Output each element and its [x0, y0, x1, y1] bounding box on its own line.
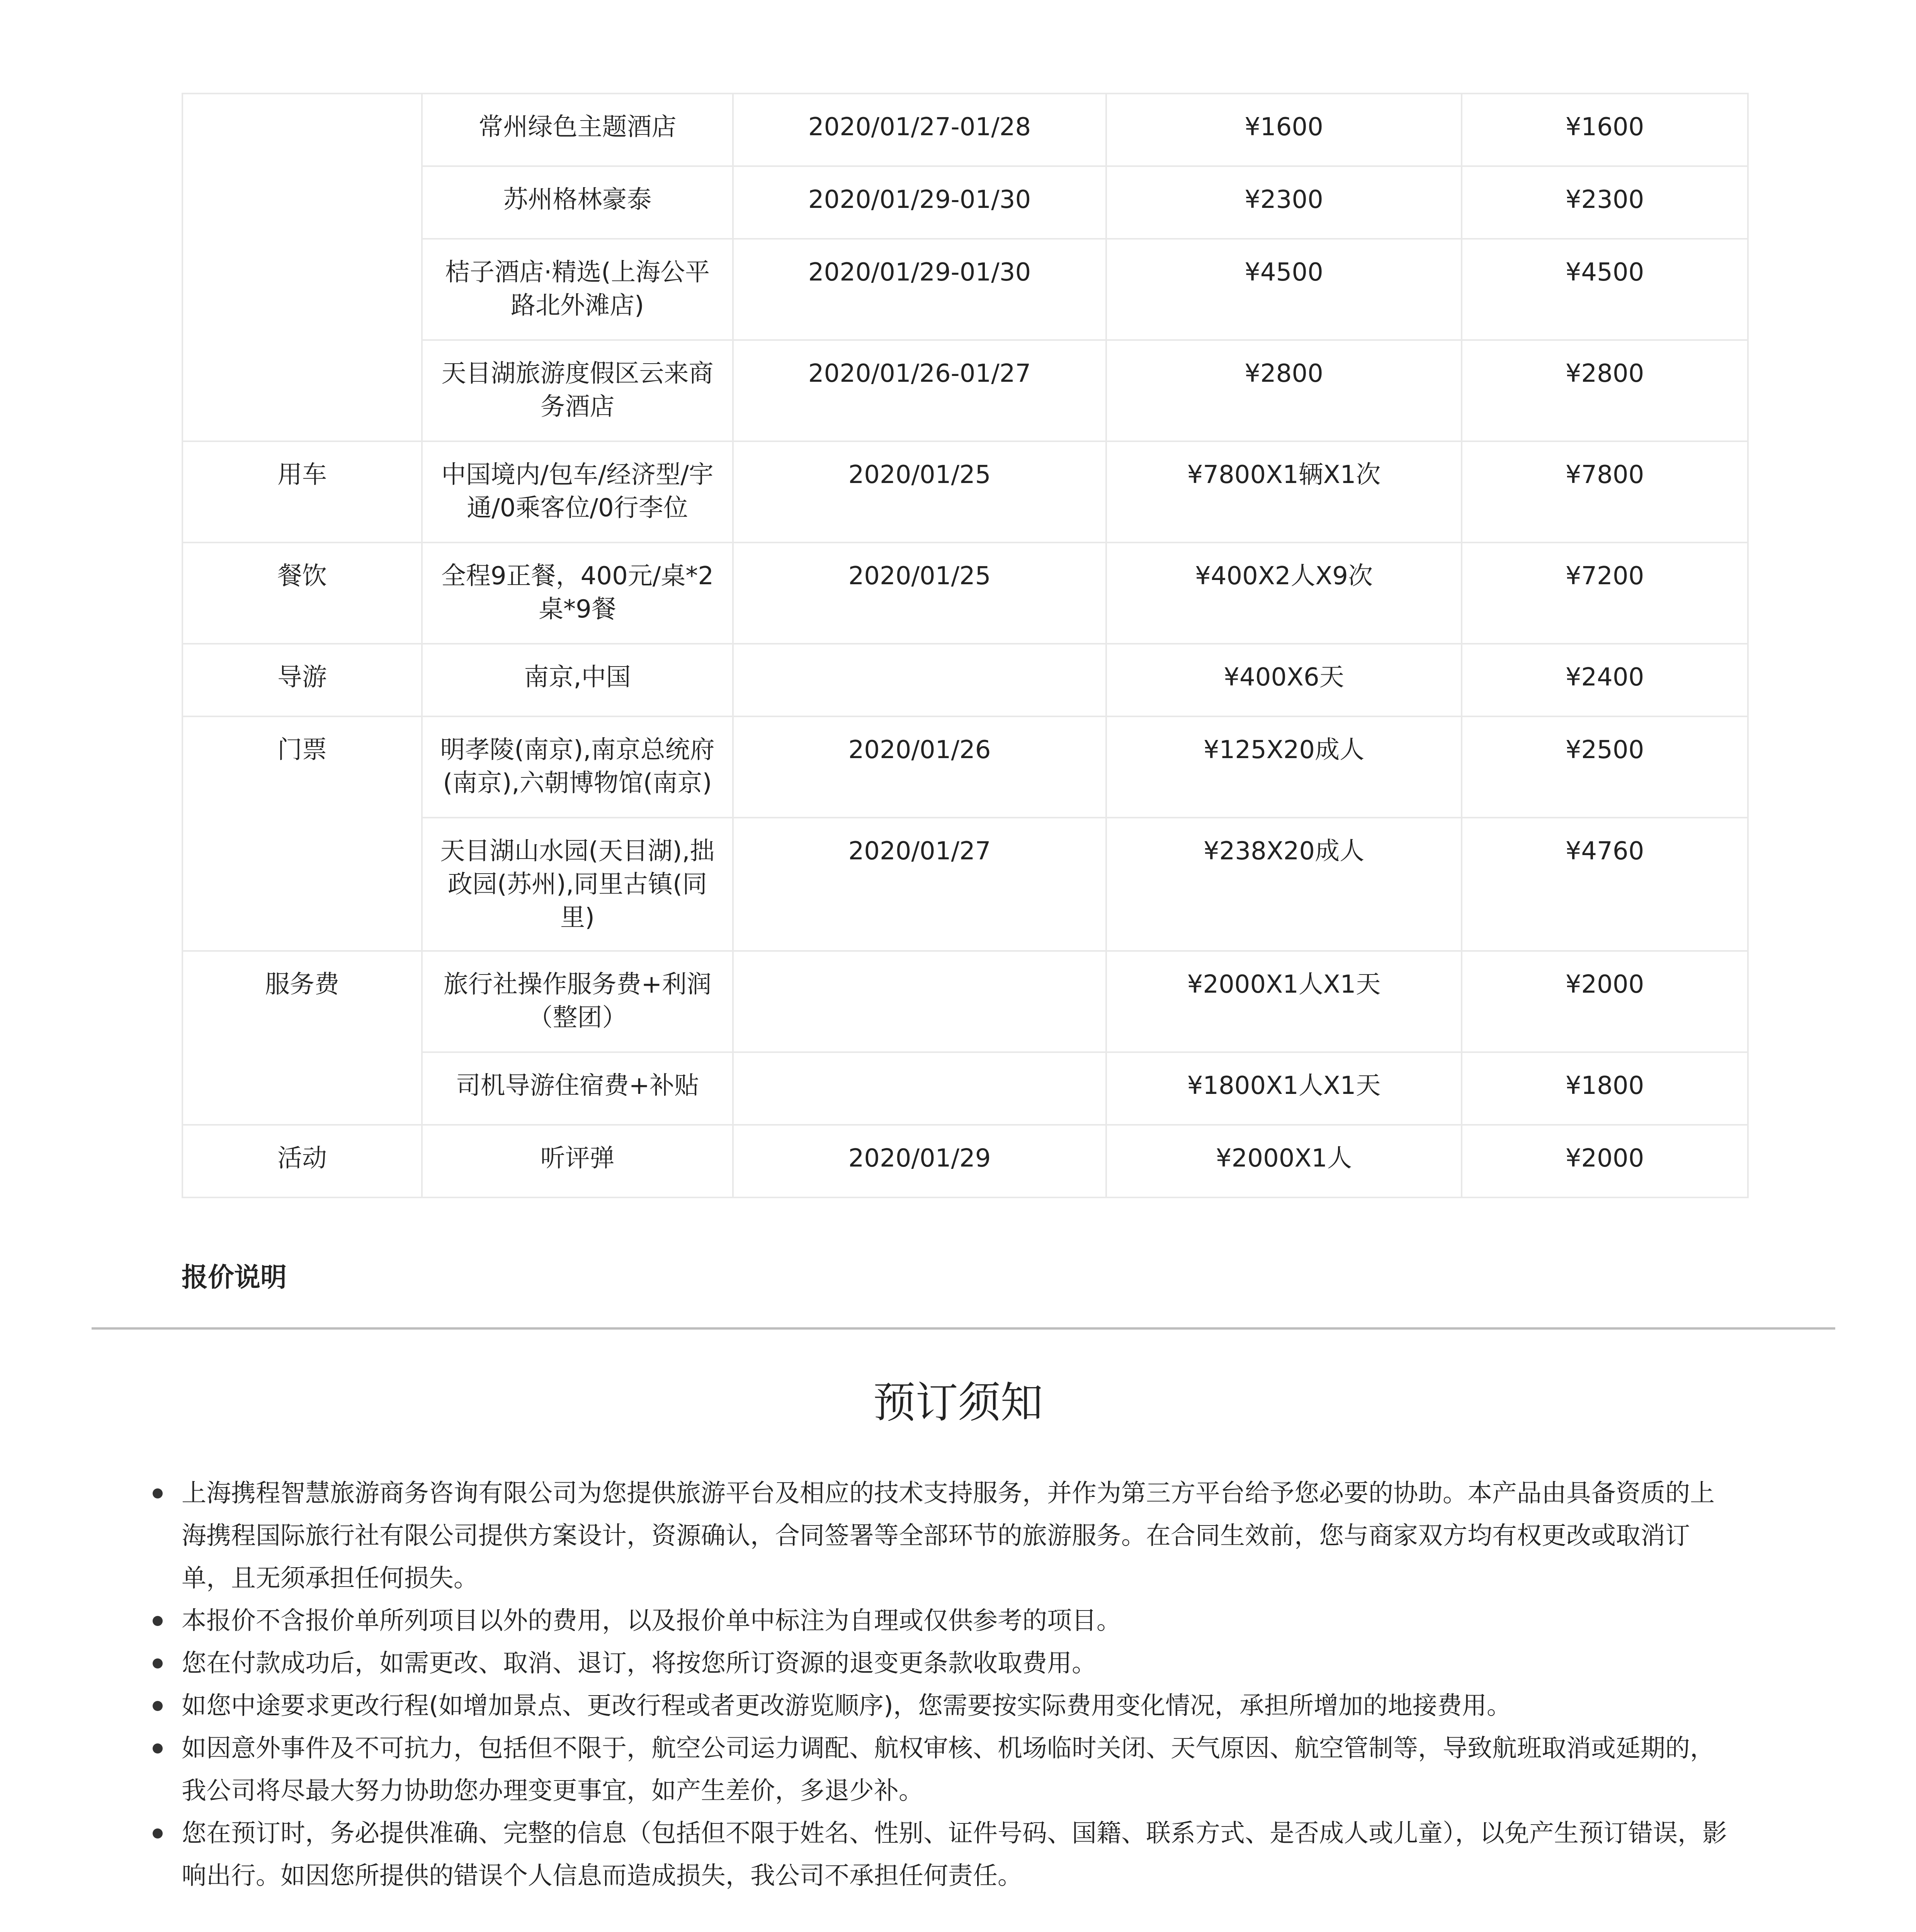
- item-cell: 明孝陵(南京),南京总统府(南京),六朝博物馆(南京): [422, 716, 733, 818]
- date-cell: 2020/01/29-01/30: [733, 166, 1106, 239]
- table-row: [182, 441, 1748, 543]
- item-cell: 全程9正餐，400元/桌*2桌*9餐: [422, 543, 733, 644]
- date-cell: 2020/01/27-01/28: [733, 94, 1106, 166]
- category-cell: 活动: [182, 1125, 422, 1197]
- list-item: 上海携程智慧旅游商务咨询有限公司为您提供旅游平台及相应的技术支持服务，并作为第三方平台给予您必要的协助。本产品由具备资质的上海携程国际旅行社有限公司提供方案设计，资源确认，合同签署等全部环节的旅游服务。在合同生效前，您与商家双方均有权更改或取消订单，且无须承担任何损失。: [182, 1472, 1731, 1600]
- subtotal-cell: ¥2800: [1462, 340, 1748, 441]
- subtotal-cell: ¥2500: [1462, 716, 1748, 818]
- subtotal-cell: ¥2000: [1462, 951, 1748, 1052]
- booking-notice-title: 预订须知: [873, 1378, 1043, 1427]
- date-cell: [733, 951, 1106, 1052]
- section-divider: [92, 1327, 1835, 1330]
- table-row: [182, 951, 1748, 1052]
- unit-price-cell: ¥2800: [1106, 340, 1462, 441]
- list-item: 本报价不含报价单所列项目以外的费用，以及报价单中标注为自理或仅供参考的项目。: [182, 1600, 1731, 1642]
- subtotal-cell: ¥7800: [1462, 441, 1748, 543]
- quote-note-heading: 报价说明: [182, 1262, 287, 1293]
- subtotal-cell: ¥7200: [1462, 543, 1748, 644]
- subtotal-cell: ¥2000: [1462, 1125, 1748, 1197]
- date-cell: 2020/01/25: [733, 543, 1106, 644]
- item-cell: 旅行社操作服务费+利润（整团）: [422, 951, 733, 1052]
- item-cell: 南京,中国: [422, 644, 733, 716]
- subtotal-cell: ¥4500: [1462, 239, 1748, 340]
- item-cell: 中国境内/包车/经济型/宇通/0乘客位/0行李位: [422, 441, 733, 543]
- table-row: [182, 543, 1748, 644]
- price-table: [182, 93, 1749, 1198]
- unit-price-cell: ¥4500: [1106, 239, 1462, 340]
- date-cell: [733, 644, 1106, 716]
- unit-price-cell: ¥400X2人X9次: [1106, 543, 1462, 644]
- category-cell: 服务费: [182, 951, 422, 1125]
- unit-price-cell: ¥1600: [1106, 94, 1462, 166]
- subtotal-cell: ¥4760: [1462, 818, 1748, 951]
- item-cell: 苏州格林豪泰: [422, 166, 733, 239]
- date-cell: 2020/01/25: [733, 441, 1106, 543]
- date-cell: 2020/01/27: [733, 818, 1106, 951]
- subtotal-cell: ¥2400: [1462, 644, 1748, 716]
- date-cell: 2020/01/29-01/30: [733, 239, 1106, 340]
- table-row: [182, 1125, 1748, 1197]
- list-item: 如您中途要求更改行程(如增加景点、更改行程或者更改游览顺序)，您需要按实际费用变化情况，承担所增加的地接费用。: [182, 1685, 1731, 1727]
- unit-price-cell: ¥2000X1人: [1106, 1125, 1462, 1197]
- booking-notice-list: [182, 1472, 1731, 1897]
- list-item: 您在预订时，务必提供准确、完整的信息（包括但不限于姓名、性别、证件号码、国籍、联系方式、是否成人或儿童），以免产生预订错误，影响出行。如因您所提供的错误个人信息而造成损失，我公司不承担任何责任。: [182, 1812, 1731, 1897]
- date-cell: 2020/01/26: [733, 716, 1106, 818]
- table-row: [182, 716, 1748, 818]
- item-cell: 司机导游住宿费+补贴: [422, 1052, 733, 1125]
- item-cell: 天目湖旅游度假区云来商务酒店: [422, 340, 733, 441]
- list-item: 您在付款成功后，如需更改、取消、退订，将按您所订资源的退变更条款收取费用。: [182, 1642, 1731, 1685]
- subtotal-cell: ¥2300: [1462, 166, 1748, 239]
- unit-price-cell: ¥2000X1人X1天: [1106, 951, 1462, 1052]
- subtotal-cell: ¥1800: [1462, 1052, 1748, 1125]
- table-row: [182, 644, 1748, 716]
- category-cell: 门票: [182, 716, 422, 951]
- item-cell: 听评弹: [422, 1125, 733, 1197]
- unit-price-cell: ¥238X20成人: [1106, 818, 1462, 951]
- date-cell: 2020/01/26-01/27: [733, 340, 1106, 441]
- list-item: 如因意外事件及不可抗力，包括但不限于，航空公司运力调配、航权审核、机场临时关闭、天气原因、航空管制等，导致航班取消或延期的，我公司将尽最大努力协助您办理变更事宜，如产生差价，多退少补。: [182, 1727, 1731, 1812]
- category-cell: 餐饮: [182, 543, 422, 644]
- item-cell: 常州绿色主题酒店: [422, 94, 733, 166]
- category-cell: 用车: [182, 441, 422, 543]
- category-cell: 导游: [182, 644, 422, 716]
- category-cell: [182, 94, 422, 441]
- unit-price-cell: ¥1800X1人X1天: [1106, 1052, 1462, 1125]
- unit-price-cell: ¥7800X1辆X1次: [1106, 441, 1462, 543]
- unit-price-cell: ¥125X20成人: [1106, 716, 1462, 818]
- unit-price-cell: ¥400X6天: [1106, 644, 1462, 716]
- date-cell: 2020/01/29: [733, 1125, 1106, 1197]
- table-row: [182, 94, 1748, 166]
- unit-price-cell: ¥2300: [1106, 166, 1462, 239]
- date-cell: [733, 1052, 1106, 1125]
- item-cell: 天目湖山水园(天目湖),拙政园(苏州),同里古镇(同里): [422, 818, 733, 951]
- item-cell: 桔子酒店·精选(上海公平路北外滩店): [422, 239, 733, 340]
- subtotal-cell: ¥1600: [1462, 94, 1748, 166]
